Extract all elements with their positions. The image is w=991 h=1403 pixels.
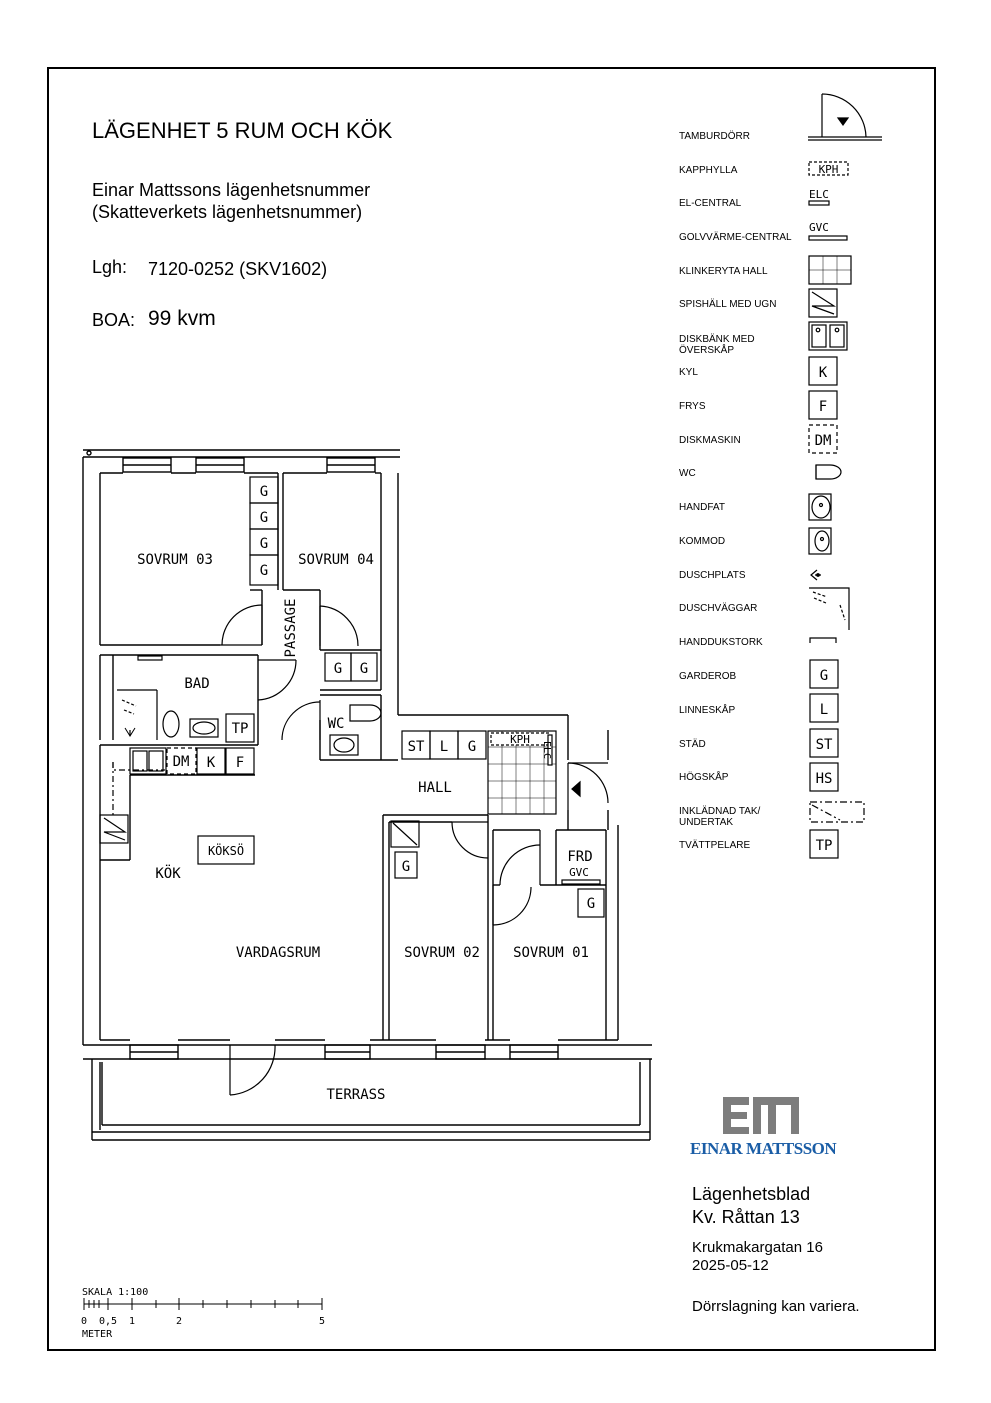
legend-kommod-icon	[809, 528, 831, 554]
legend-label-stad: STÄD	[679, 739, 706, 750]
doors	[220, 605, 608, 1095]
caption-line-2: (Skatteverkets lägenhetsnummer)	[92, 202, 363, 222]
legend-label-kommod: KOMMOD	[679, 536, 726, 547]
legend-label-kyl: KYL	[679, 367, 698, 378]
wardrobe-column	[250, 477, 278, 585]
legend-stove-icon	[809, 289, 837, 317]
svg-text:G: G	[401, 859, 411, 875]
door-note: Dörrslagning kan variera.	[692, 1298, 860, 1315]
kitchen-island-label: KÖKSÖ	[207, 844, 245, 858]
date: 2025-05-12	[692, 1257, 769, 1274]
svg-text:2: 2	[175, 1316, 183, 1327]
legend-label-tamburdorr: TAMBURDÖRR	[679, 131, 750, 142]
legend-label-tvattpelare: TVÄTTPELARE	[679, 840, 751, 851]
legend-handfat-icon	[809, 494, 831, 520]
legend-label-hogskap: HÖGSKÅP	[679, 772, 729, 783]
legend-inkladnad-icon	[810, 802, 864, 822]
legend-label-klinker: KLINKERYTA HALL	[679, 266, 768, 277]
svg-text:G: G	[467, 739, 477, 755]
room-sovrum-04: SOVRUM 04	[298, 552, 374, 568]
legend-label-inkladnad: INKLÄDNAD TAK/ UNDERTAK	[679, 806, 761, 828]
legend-l-icon	[810, 694, 838, 722]
svg-text:KPH: KPH	[510, 733, 530, 746]
legend-gvc-icon	[809, 221, 847, 240]
svg-text:G: G	[819, 668, 829, 684]
boa-value: 99 kvm	[148, 307, 216, 330]
svg-text:L: L	[439, 739, 449, 755]
address: Krukmakargatan 16	[692, 1239, 823, 1256]
room-passage: PASSAGE	[283, 598, 299, 658]
room-wc: WC	[327, 716, 345, 732]
svg-text:F: F	[818, 399, 828, 415]
svg-text:GVC: GVC	[809, 221, 829, 234]
svg-text:TP: TP	[815, 838, 833, 854]
svg-text:KPH: KPH	[818, 163, 839, 176]
svg-text:ST: ST	[407, 739, 425, 755]
scale-bar	[81, 1287, 325, 1340]
svg-text:G: G	[259, 484, 269, 500]
caption-line-1: Einar Mattssons lägenhetsnummer	[92, 180, 371, 200]
legend-label-frys: FRYS	[679, 401, 706, 412]
fixtures	[100, 477, 604, 917]
boa-label: BOA:	[92, 310, 136, 330]
legend-duschvaggar-icon	[809, 588, 849, 630]
room-terrass: TERRASS	[326, 1087, 386, 1103]
legend-label-garderob: GARDEROB	[679, 671, 737, 682]
svg-text:G: G	[333, 661, 343, 677]
svg-text:TP: TP	[231, 721, 249, 737]
svg-text:G: G	[259, 536, 269, 552]
legend-wc-icon	[816, 465, 841, 479]
svg-text:GVC: GVC	[569, 866, 589, 879]
legend-label-diskmaskin: DISKMASKIN	[679, 435, 741, 446]
legend-label-handfat: HANDFAT	[679, 502, 725, 513]
room-vardagsrum: VARDAGSRUM	[235, 945, 321, 961]
legend-dusch-icon	[811, 570, 822, 580]
room-bad: BAD	[184, 676, 210, 692]
svg-text:0: 0	[80, 1316, 88, 1327]
address-block	[692, 1239, 823, 1275]
room-sovrum-02: SOVRUM 02	[404, 945, 480, 961]
einar-mattsson-logo	[723, 1097, 799, 1134]
svg-text:ELC: ELC	[541, 740, 552, 760]
svg-text:G: G	[359, 661, 369, 677]
room-kok: KÖK	[155, 866, 181, 882]
legend-kyl-icon	[809, 357, 837, 385]
svg-text:L: L	[819, 702, 829, 718]
legend-label-duschvaggar: DUSCHVÄGGAR	[679, 603, 758, 614]
document-info	[692, 1183, 810, 1229]
legend-kph-icon	[809, 162, 848, 176]
room-labels	[137, 552, 589, 1103]
legend-label-duschplats: DUSCHPLATS	[679, 570, 746, 581]
svg-text:5: 5	[318, 1316, 326, 1327]
svg-text:DM: DM	[814, 433, 832, 449]
svg-text:HS: HS	[815, 771, 833, 787]
legend-handdukstork-icon	[810, 638, 836, 643]
legend-tp-icon	[810, 830, 838, 858]
svg-text:1: 1	[128, 1316, 136, 1327]
legend-klinker-icon	[809, 256, 851, 284]
svg-text:0,5: 0,5	[98, 1316, 118, 1327]
brand-name: EINAR MATTSSON	[690, 1139, 837, 1158]
svg-text:FRD: FRD	[567, 849, 593, 865]
legend-dm-icon	[809, 425, 837, 453]
svg-text:SKALA 1:100: SKALA 1:100	[82, 1287, 149, 1298]
property-name: Kv. Råttan 13	[692, 1207, 800, 1227]
room-sovrum-03: SOVRUM 03	[137, 552, 213, 568]
legend-label-el-central: EL-CENTRAL	[679, 198, 742, 209]
svg-text:G: G	[586, 896, 596, 912]
legend-label-kapphylla: KAPPHYLLA	[679, 165, 738, 176]
svg-text:DM: DM	[172, 754, 190, 770]
svg-text:K: K	[818, 365, 828, 381]
page-title: LÄGENHET 5 RUM OCH KÖK	[92, 118, 393, 143]
room-sovrum-01: SOVRUM 01	[513, 945, 589, 961]
legend-st-icon	[810, 729, 838, 757]
svg-text:ELC: ELC	[809, 188, 829, 201]
legend-label-linneskap: LINNESKÅP	[679, 705, 736, 716]
legend-label-diskbank: DISKBÄNK MED ÖVERSKÅP	[679, 334, 755, 356]
lgh-value: 7120-0252 (SKV1602)	[148, 259, 328, 279]
svg-text:ST: ST	[815, 737, 833, 753]
room-hall: HALL	[418, 780, 452, 796]
svg-text:K: K	[206, 755, 216, 771]
legend-symbols	[808, 94, 882, 858]
svg-text:G: G	[259, 563, 269, 579]
legend-label-golvvarme: GOLVVÄRME-CENTRAL	[679, 232, 792, 243]
legend-sink-icon	[809, 322, 847, 350]
svg-text:G: G	[259, 510, 269, 526]
doc-type: Lägenhetsblad	[692, 1184, 811, 1204]
lgh-label: Lgh:	[92, 257, 128, 277]
legend-g-icon	[810, 660, 838, 688]
legend-hs-icon	[810, 763, 838, 791]
svg-text:F: F	[235, 755, 245, 771]
legend-elc-icon	[809, 188, 829, 205]
legend-label-handdukstork: HANDDUKSTORK	[679, 637, 763, 648]
legend-frys-icon	[809, 391, 837, 419]
legend-label-wc: WC	[679, 468, 696, 479]
svg-text:METER: METER	[82, 1329, 113, 1340]
legend-door-icon	[808, 94, 882, 140]
legend-label-spishall: SPISHÄLL MED UGN	[679, 299, 777, 310]
